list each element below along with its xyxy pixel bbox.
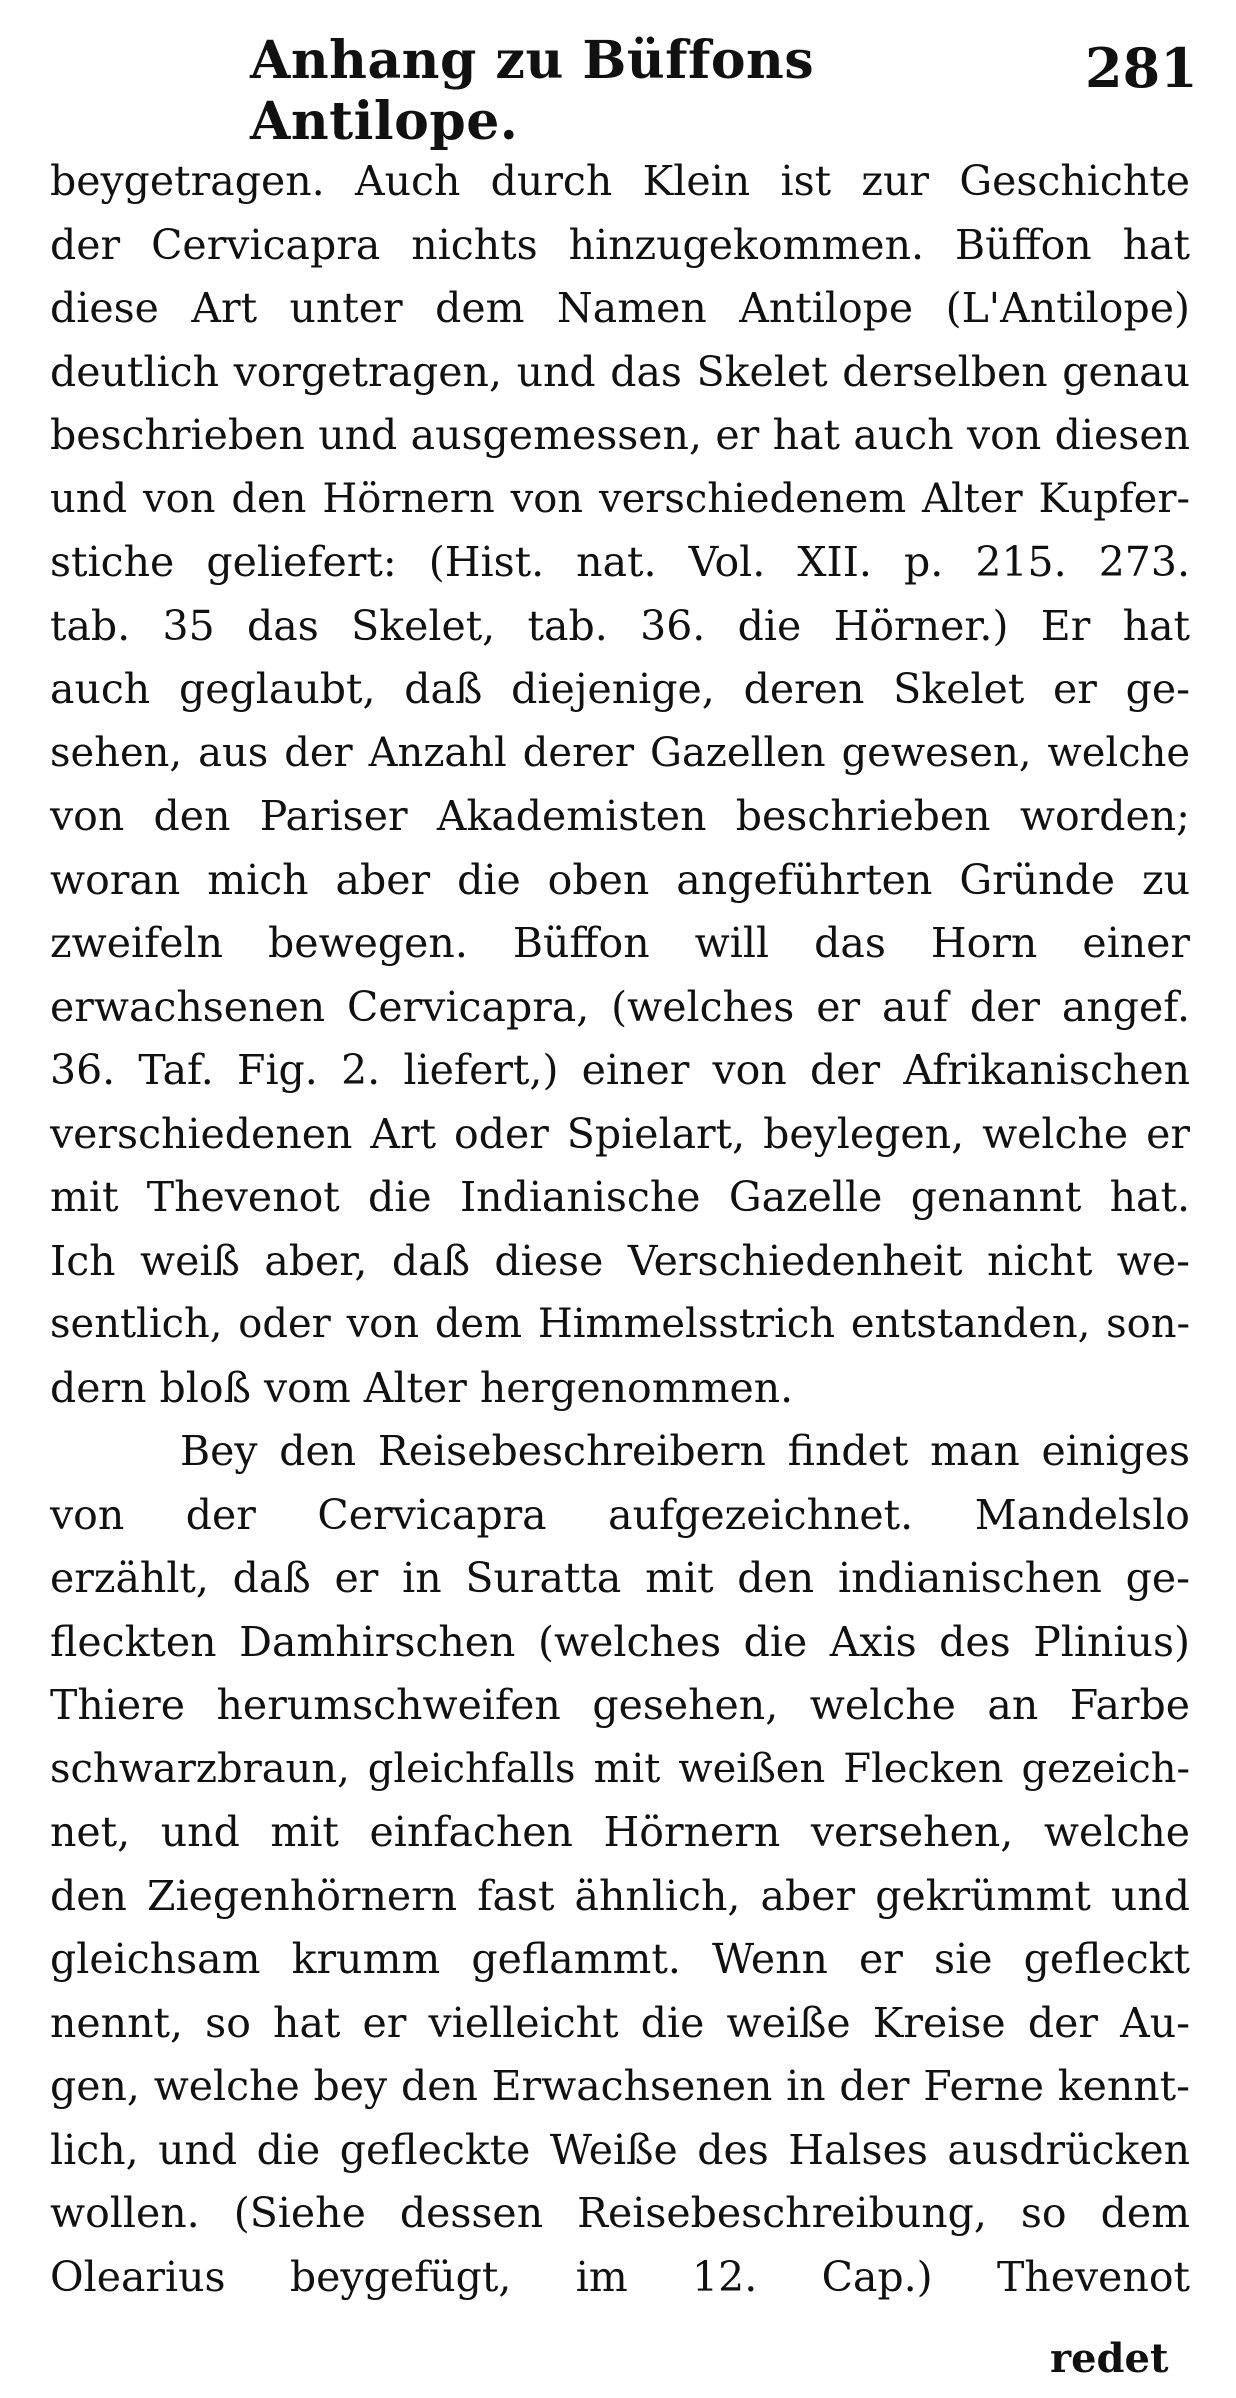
text-line: von den Pariser Akademisten beschrieben worden; <box>50 792 1190 840</box>
text-line: beschrieben und ausgemessen, er hat auch von diesen <box>50 411 1190 459</box>
body-text <box>50 150 1190 2309</box>
text-line: mit Thevenot die Indianische Gazelle genannt hat. <box>50 1173 1190 1221</box>
text-line: von der Cervicapra aufgezeichnet. Mandelslo <box>50 1490 1190 1539</box>
text-line: Ich weiß aber, daß diese Verschiedenheit nicht we- <box>50 1236 1190 1285</box>
catchword: redet <box>1050 2335 1169 2382</box>
text-line: dern bloß vom Alter hergenommen. <box>50 1363 794 1412</box>
text-line: gen, welche bey den Erwachsenen in der Ferne kennt- <box>50 2062 1190 2110</box>
text-line: gleichsam krumm geflammt. Wenn er sie gefleckt <box>50 1935 1190 1983</box>
text-line: fleckten Damhirschen (welches die Axis des Plinius) <box>50 1617 1190 1666</box>
text-line: net, und mit einfachen Hörnern versehen, welche <box>50 1808 1190 1856</box>
page-number: 281 <box>1085 36 1198 100</box>
text-line: sehen, aus der Anzahl derer Gazellen gewesen, welche <box>50 729 1190 776</box>
text-line: erzählt, daß er in Suratta mit den indianischen ge- <box>50 1554 1190 1602</box>
text-line: wollen. (Siehe dessen Reisebeschreibung, so dem <box>50 2189 1190 2237</box>
text-line: den Ziegenhörnern fast ähnlich, aber gekrümmt und <box>50 1871 1190 1920</box>
text-line: woran mich aber die oben angeführten Gründe zu <box>50 855 1190 904</box>
text-line: erwachsenen Cervicapra, (welches er auf der angef. <box>50 982 1190 1031</box>
text-line: der Cervicapra nichts hinzugekommen. Büffon hat <box>50 220 1190 269</box>
text-line: und von den Hörnern von verschiedenem Alter Kupfer- <box>50 475 1190 522</box>
text-line: sentlich, oder von dem Himmelsstrich entstanden, son- <box>50 1301 1190 1347</box>
text-line: 36. Taf. Fig. 2. liefert,) einer von der Afrikanischen <box>50 1046 1190 1094</box>
text-line: beygetragen. Auch durch Klein ist zur Geschichte <box>50 157 1190 205</box>
text-line: Bey den Reisebeschreibern findet man einiges <box>180 1427 1190 1475</box>
text-line: tab. 35 das Skelet, tab. 36. die Hörner.) Er hat <box>50 601 1190 650</box>
text-line: nennt, so hat er vielleicht die weiße Kreise der Au- <box>50 1998 1190 2047</box>
text-line: verschiedenen Art oder Spielart, beylegen, welche er <box>50 1109 1190 1158</box>
text-line: schwarzbraun, gleichfalls mit weißen Flecken gezeich- <box>50 1745 1190 1792</box>
text-line: stiche geliefert: (Hist. nat. Vol. XII. p. 215. 273. <box>50 538 1190 586</box>
text-line: lich, und die gefleckte Weiße des Halses ausdrücken <box>50 2125 1190 2174</box>
text-line: diese Art unter dem Namen Antilope (L'Antilope) <box>50 284 1190 332</box>
text-line: Thiere herumschweifen gesehen, welche an Farbe <box>50 1681 1190 1729</box>
running-head: Anhang zu Büffons Antilope. <box>250 30 815 152</box>
text-line: deutlich vorgetragen, und das Skelet derselben genau <box>50 347 1190 396</box>
text-line: auch geglaubt, daß diejenige, deren Skelet er ge- <box>50 665 1190 713</box>
text-line: Olearius beygefügt, im 12. Cap.) Thevenot <box>50 2252 1190 2301</box>
text-line: zweifeln bewegen. Büffon will das Horn einer <box>50 919 1190 967</box>
